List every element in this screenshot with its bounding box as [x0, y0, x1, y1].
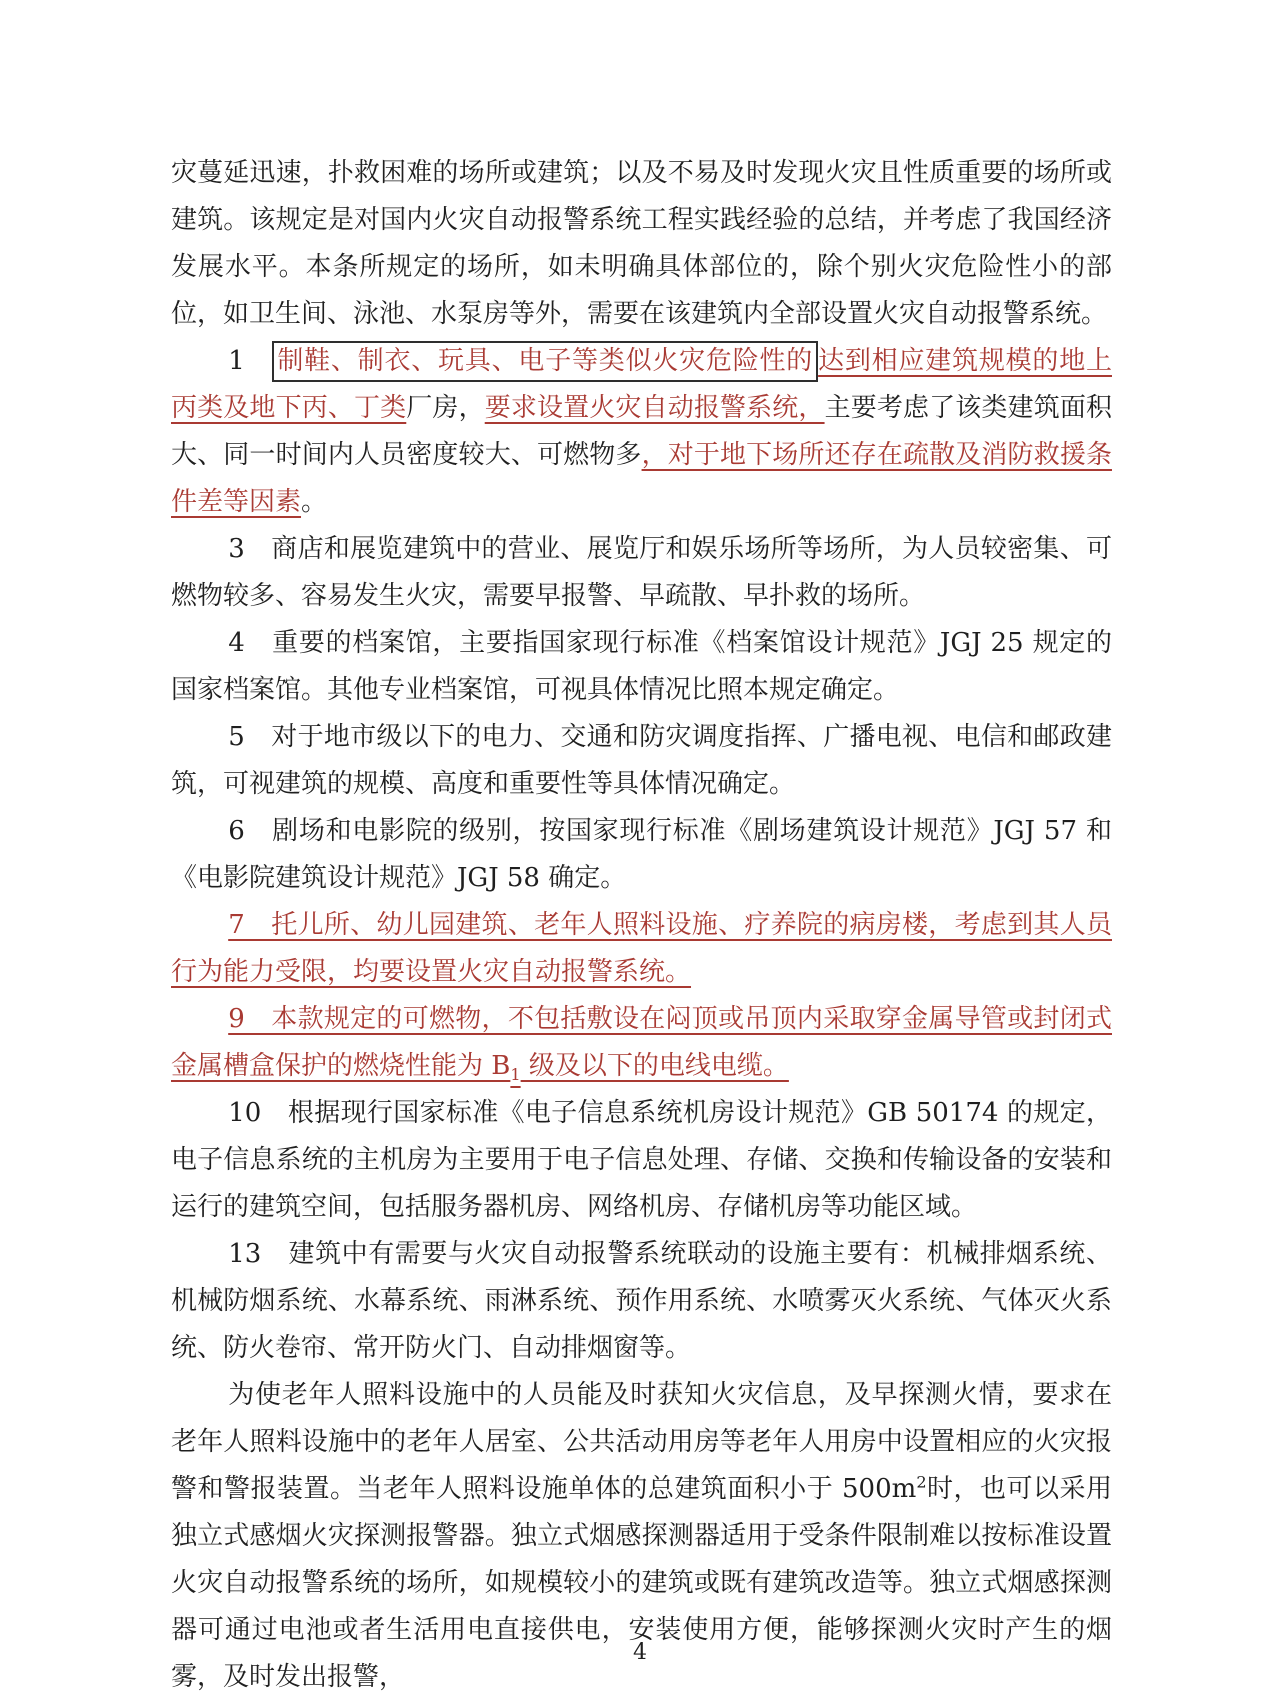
- paragraph: [171, 150, 1112, 338]
- boxed-inserted-text-run: 制鞋、制衣、玩具、电子等类似火灾危险性的: [272, 341, 818, 382]
- text-run: 主要考虑了该类建筑面积大、同一时间内人员密度较大、可燃物多: [171, 393, 1112, 470]
- inserted-text-run: 级及以下的电线电缆。: [520, 1051, 789, 1081]
- text-run: 6 剧场和电影院的级别，按国家现行标准《剧场建筑设计规范》JGJ 57 和《电影院建筑设计规范》JGJ 58 确定。: [171, 816, 1112, 893]
- text-run: 时，也可以采用独立式感烟火灾探测报警器。独立式烟感探测器适用于受条件限制难以按标准设置火灾自动报警系统的场所，如规模较小的建筑或既有建筑改造等。独立式烟感探测器可通过电池或者生活用电直接供电，安装使用方便，能够探测火灾时产生的烟雾，及时发出报警，: [171, 1474, 1112, 1692]
- inserted-text-run: 7 托儿所、幼儿园建筑、老年人照料设施、疗养院的病房楼，考虑到其人员行为能力受限，均要设置火灾自动报警系统。: [171, 910, 1112, 987]
- superscript-run: 2: [916, 1472, 927, 1492]
- document-body: [171, 150, 1112, 1701]
- paragraph: [171, 338, 1112, 526]
- text-run: 5 对于地市级以下的电力、交通和防灾调度指挥、广播电视、电信和邮政建筑，可视建筑的规模、高度和重要性等具体情况确定。: [171, 722, 1112, 799]
- text-run: 4 重要的档案馆，主要指国家现行标准《档案馆设计规范》JGJ 25 规定的国家档案馆。其他专业档案馆，可视具体情况比照本规定确定。: [171, 628, 1112, 705]
- paragraph: [171, 808, 1112, 902]
- text-run: 厂房，: [406, 393, 485, 423]
- inserted-text-run: 9 本款规定的可燃物，不包括敷设在闷顶或吊顶内采取穿金属导管或封闭式金属槽盒保护的燃烧性能为 B: [171, 1004, 1112, 1081]
- page-number: 4: [633, 1640, 647, 1665]
- text-run: 灾蔓延迅速，扑救困难的场所或建筑；以及不易及时发现火灾且性质重要的场所或建筑。该规定是对国内火灾自动报警系统工程实践经验的总结，并考虑了我国经济发展水平。本条所规定的场所，如未明确具体部位的，除个别火灾危险性小的部位，如卫生间、泳池、水泵房等外，需要在该建筑内全部设置火灾自动报警系统。: [171, 158, 1112, 329]
- paragraph: [171, 526, 1112, 620]
- text-run: 13 建筑中有需要与火灾自动报警系统联动的设施主要有：机械排烟系统、机械防烟系统、水幕系统、雨淋系统、预作用系统、水喷雾灭火系统、气体灭火系统、防火卷帘、常开防火门、自动排烟窗等。: [171, 1239, 1112, 1363]
- paragraph: [171, 714, 1112, 808]
- text-run: 3 商店和展览建筑中的营业、展览厅和娱乐场所等场所，为人员较密集、可燃物较多、容易发生火灾，需要早报警、早疏散、早扑救的场所。: [171, 534, 1112, 611]
- text-run: 为使老年人照料设施中的人员能及时获知火灾信息，及早探测火情，要求在老年人照料设施中的老年人居室、公共活动用房等老年人用房中设置相应的火灾报警和警报装置。当老年人照料设施单体的总建筑面积小于 500m: [171, 1380, 1112, 1504]
- paragraph: [171, 1090, 1112, 1231]
- inserted-text-run: 要求设置火灾自动报警系统，: [484, 393, 825, 423]
- paragraph: [171, 1231, 1112, 1372]
- inserted-text-run: ，对于地下场所还存在疏散及消防救援条件差等因素: [171, 440, 1112, 517]
- text-run: 10 根据现行国家标准《电子信息系统机房设计规范》GB 50174 的规定，电子信息系统的主机房为主要用于电子信息处理、存储、交换和传输设备的安装和运行的建筑空间，包括服务器机房、网络机房、存储机房等功能区域。: [171, 1098, 1112, 1222]
- paragraph: [171, 902, 1112, 996]
- paragraph: [171, 620, 1112, 714]
- subscript-inserted-run: 1: [510, 1065, 521, 1085]
- text-run: 1: [228, 346, 273, 376]
- text-run: 。: [301, 487, 328, 517]
- inserted-text-run: 达到相应建筑规模的地上丙类及地下丙、丁类: [171, 346, 1112, 423]
- paragraph: [171, 996, 1112, 1090]
